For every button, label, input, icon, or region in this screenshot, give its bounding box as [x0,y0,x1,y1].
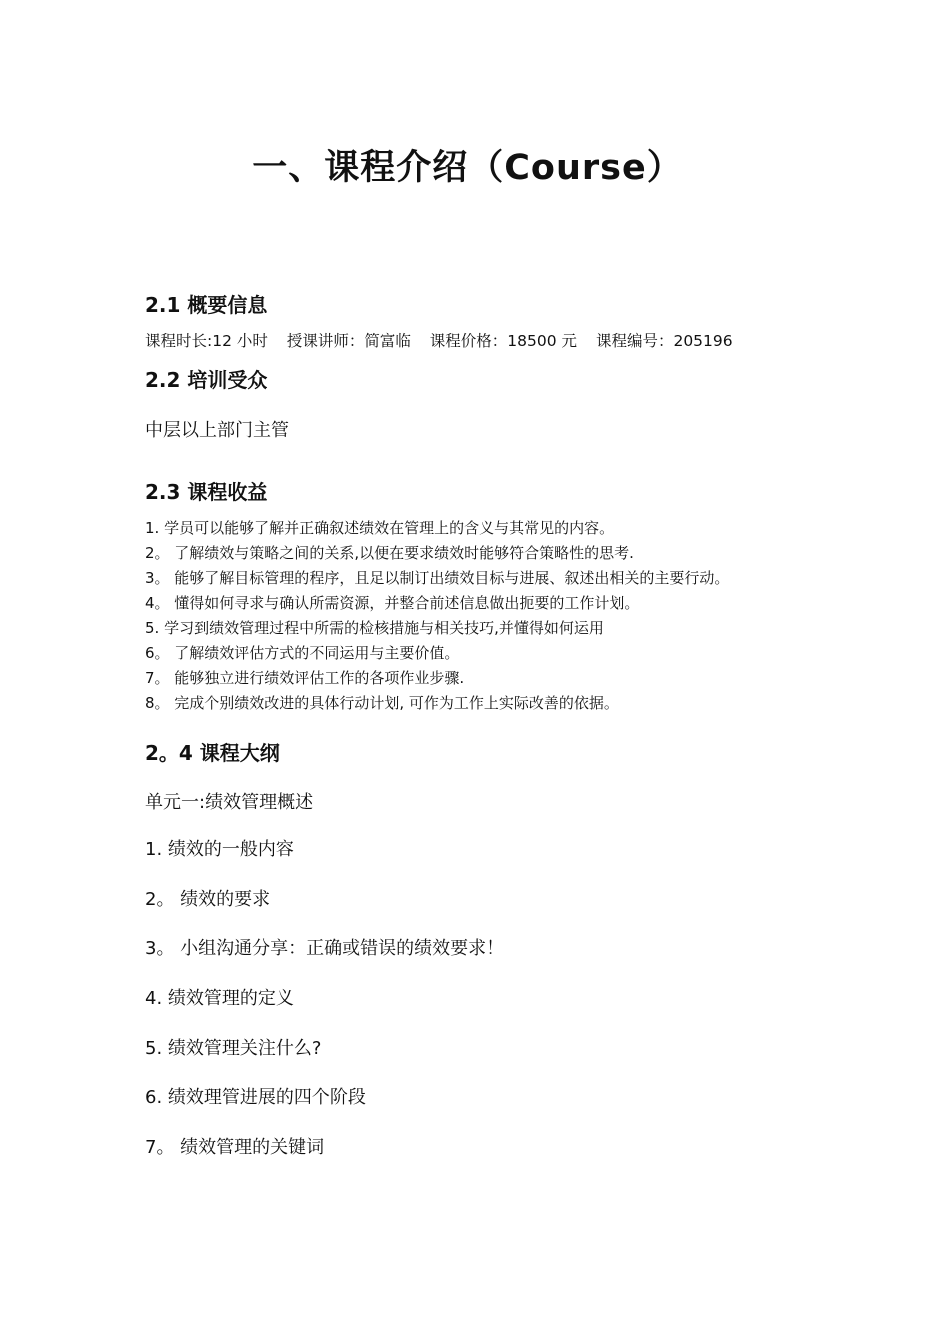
outline-item: 2。 绩效的要求 [145,888,271,910]
course-instructor: 授课讲师：简富临 [286,332,411,350]
benefit-item: 6。 了解绩效评估方式的不同运用与主要价值。 [145,644,460,662]
audience-text: 中层以上部门主管 [145,420,289,441]
outline-item: 1. 绩效的一般内容 [145,839,294,860]
benefit-item: 3。 能够了解目标管理的程序，且足以制订出绩效目标与进展、叙述出相关的主要行动。 [145,569,730,587]
benefit-item: 4。 懂得如何寻求与确认所需资源，并整合前述信息做出扼要的工作计划。 [145,594,640,612]
outline-item: 3。 小组沟通分享：正确或错误的绩效要求！ [145,938,505,960]
benefits-list [145,516,729,716]
benefit-item: 8。 完成个别绩效改进的具体行动计划, 可作为工作上实际改善的依据。 [145,694,619,712]
course-duration: 课程时长:12 小时 [145,332,268,350]
course-code: 课程编号：205196 [595,332,733,350]
benefit-item: 5. 学习到绩效管理过程中所需的检核措施与相关技巧,并懂得如何运用 [145,619,604,637]
outline-item: 7。 绩效管理的关键词 [145,1137,325,1159]
course-price: 课程价格：18500 元 [429,332,578,350]
benefit-item: 1. 学员可以能够了解并正确叙述绩效在管理上的含义与其常见的内容。 [145,519,615,537]
audience-heading: 2.2 培训受众 [145,368,268,392]
outline-list [145,836,504,1184]
overview-meta [145,329,733,351]
outline-heading: 2。4 课程大纲 [145,741,280,765]
unit-title: 单元一:绩效管理概述 [145,792,314,813]
benefit-item: 7。 能够独立进行绩效评估工作的各项作业步骤. [145,669,465,687]
outline-item: 5. 绩效管理关注什么? [145,1037,322,1059]
overview-heading: 2.1 概要信息 [145,293,268,317]
benefit-item: 2。 了解绩效与策略之间的关系,以便在要求绩效时能够符合策略性的思考. [145,544,634,562]
benefits-heading: 2.3 课程收益 [145,480,268,504]
page-title: 一、课程介绍（Course） [252,148,683,188]
outline-item: 4. 绩效管理的定义 [145,988,294,1010]
outline-item: 6. 绩效理管进展的四个阶段 [145,1087,366,1109]
